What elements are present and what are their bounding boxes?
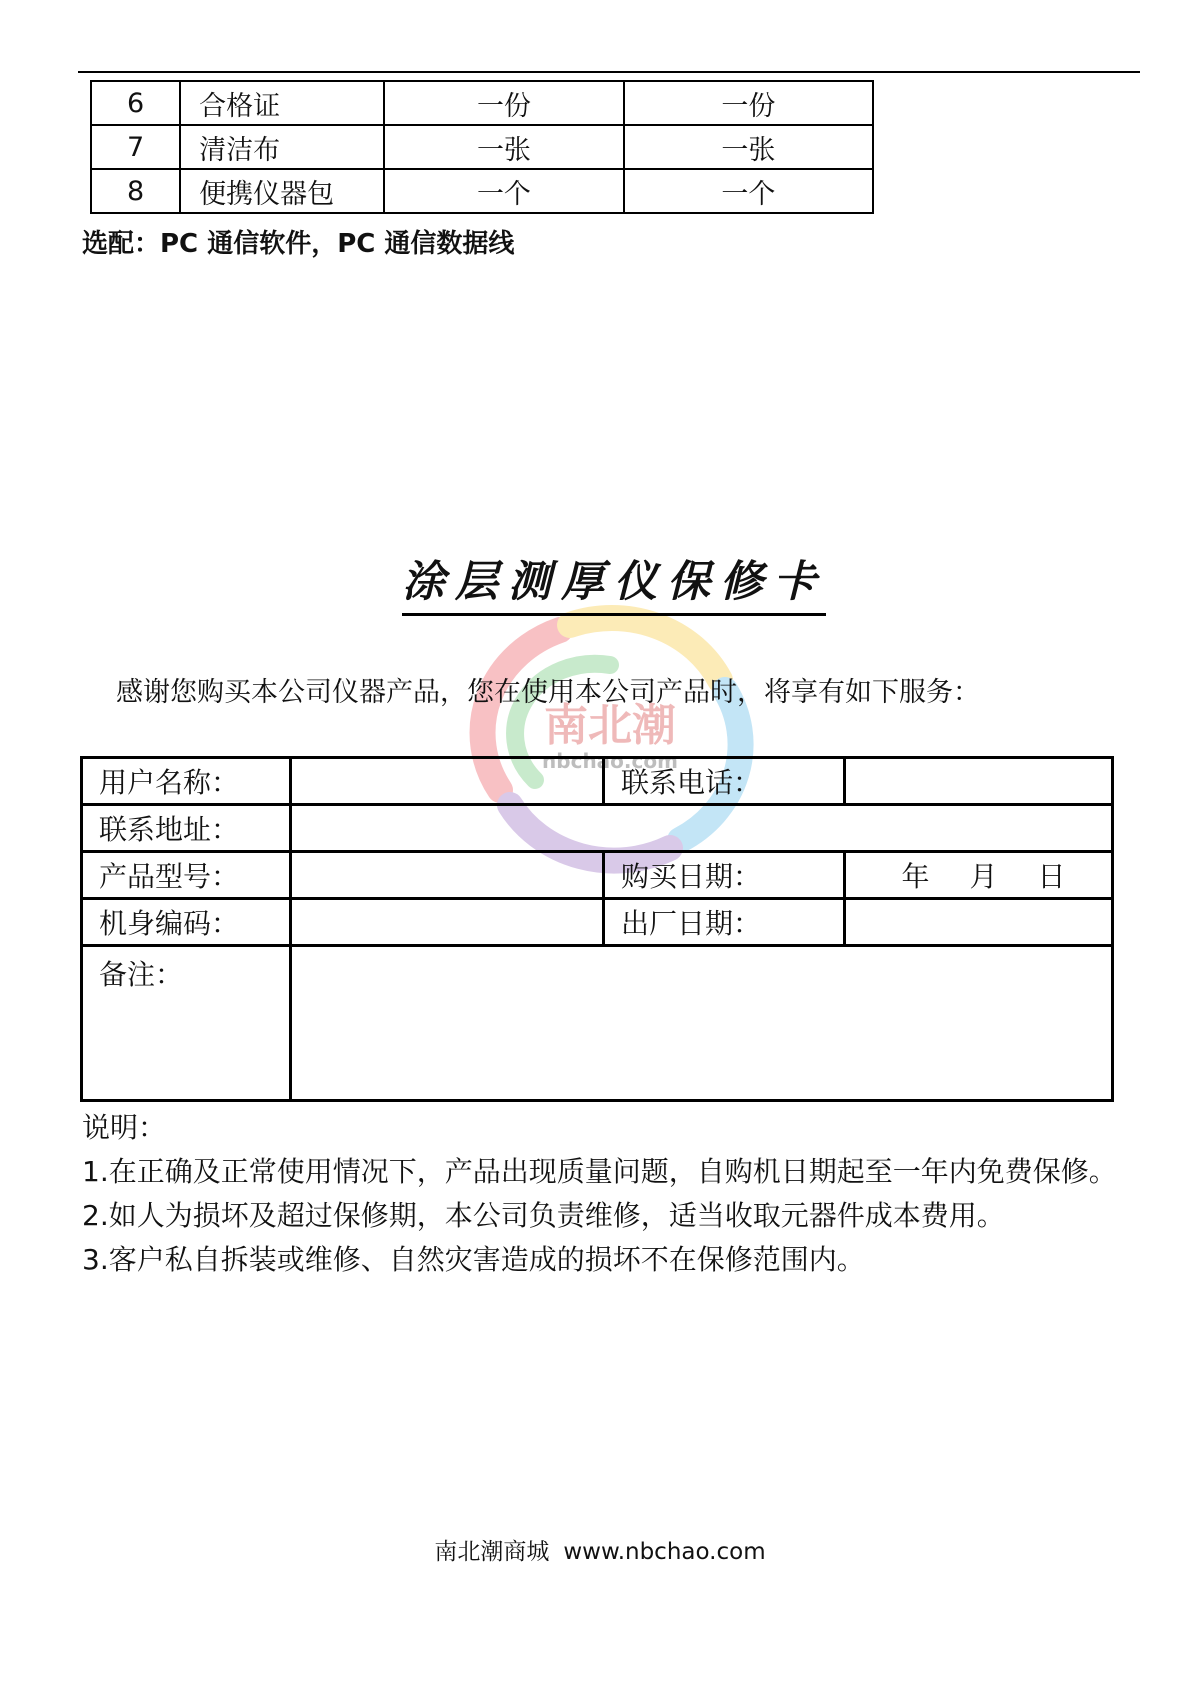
footer-store: 南北潮商城 bbox=[434, 1539, 550, 1565]
item-name: 清洁布 bbox=[180, 125, 384, 169]
table-row bbox=[91, 169, 873, 213]
notes-section bbox=[82, 1106, 1142, 1282]
page-title: 涂层测厚仪保修卡 bbox=[402, 548, 826, 616]
note-item: 3.客户私自拆装或维修、自然灾害造成的损坏不在保修范围内。 bbox=[82, 1243, 865, 1276]
package-items-table bbox=[90, 80, 874, 214]
address-field[interactable] bbox=[291, 805, 1113, 852]
remarks-label: 备注： bbox=[82, 946, 291, 1101]
address-label: 联系地址： bbox=[82, 805, 291, 852]
item-name: 便携仪器包 bbox=[180, 169, 384, 213]
note-item: 2.如人为损坏及超过保修期，本公司负责维修，适当收取元器件成本费用。 bbox=[82, 1199, 1005, 1232]
purchase-date-label: 购买日期： bbox=[604, 852, 845, 899]
item-no: 7 bbox=[91, 125, 180, 169]
item-qty-actual: 一张 bbox=[624, 125, 873, 169]
watermark-cn: 南北潮 bbox=[544, 700, 676, 751]
purchase-date-field[interactable]: 年 月 日 bbox=[845, 852, 1113, 899]
watermark-en: nbchao.com bbox=[542, 749, 678, 773]
notes-heading: 说明： bbox=[82, 1111, 167, 1144]
top-rule bbox=[78, 71, 1140, 73]
remarks-field[interactable] bbox=[291, 946, 1113, 1101]
phone-label: 联系电话： bbox=[604, 758, 845, 805]
note-item: 1.在正确及正常使用情况下，产品出现质量问题，自购机日期起至一年内免费保修。 bbox=[82, 1155, 1117, 1188]
factory-date-field[interactable] bbox=[845, 899, 1113, 946]
intro-text: 感谢您购买本公司仪器产品，您在使用本公司产品时，将享有如下服务： bbox=[116, 677, 980, 708]
item-qty-standard: 一个 bbox=[384, 169, 623, 213]
form-row bbox=[82, 946, 1113, 1101]
user-name-label: 用户名称： bbox=[82, 758, 291, 805]
serial-field[interactable] bbox=[291, 899, 604, 946]
form-row bbox=[82, 805, 1113, 852]
form-row bbox=[82, 758, 1113, 805]
item-qty-actual: 一份 bbox=[624, 81, 873, 125]
factory-date-label: 出厂日期： bbox=[604, 899, 845, 946]
model-label: 产品型号： bbox=[82, 852, 291, 899]
form-row bbox=[82, 852, 1113, 899]
table-row bbox=[91, 81, 873, 125]
item-name: 合格证 bbox=[180, 81, 384, 125]
item-qty-standard: 一份 bbox=[384, 81, 623, 125]
footer bbox=[0, 1533, 1200, 1566]
form-row bbox=[82, 899, 1113, 946]
table-row bbox=[91, 125, 873, 169]
serial-label: 机身编码： bbox=[82, 899, 291, 946]
model-field[interactable] bbox=[291, 852, 604, 899]
item-no: 6 bbox=[91, 81, 180, 125]
optional-accessories: 选配：PC 通信软件，PC 通信数据线 bbox=[82, 229, 515, 259]
warranty-form bbox=[80, 756, 1114, 1102]
item-qty-actual: 一个 bbox=[624, 169, 873, 213]
phone-field[interactable] bbox=[845, 758, 1113, 805]
footer-url: www.nbchao.com bbox=[563, 1539, 766, 1565]
user-name-field[interactable] bbox=[291, 758, 604, 805]
item-no: 8 bbox=[91, 169, 180, 213]
item-qty-standard: 一张 bbox=[384, 125, 623, 169]
title-wrap bbox=[402, 548, 826, 616]
